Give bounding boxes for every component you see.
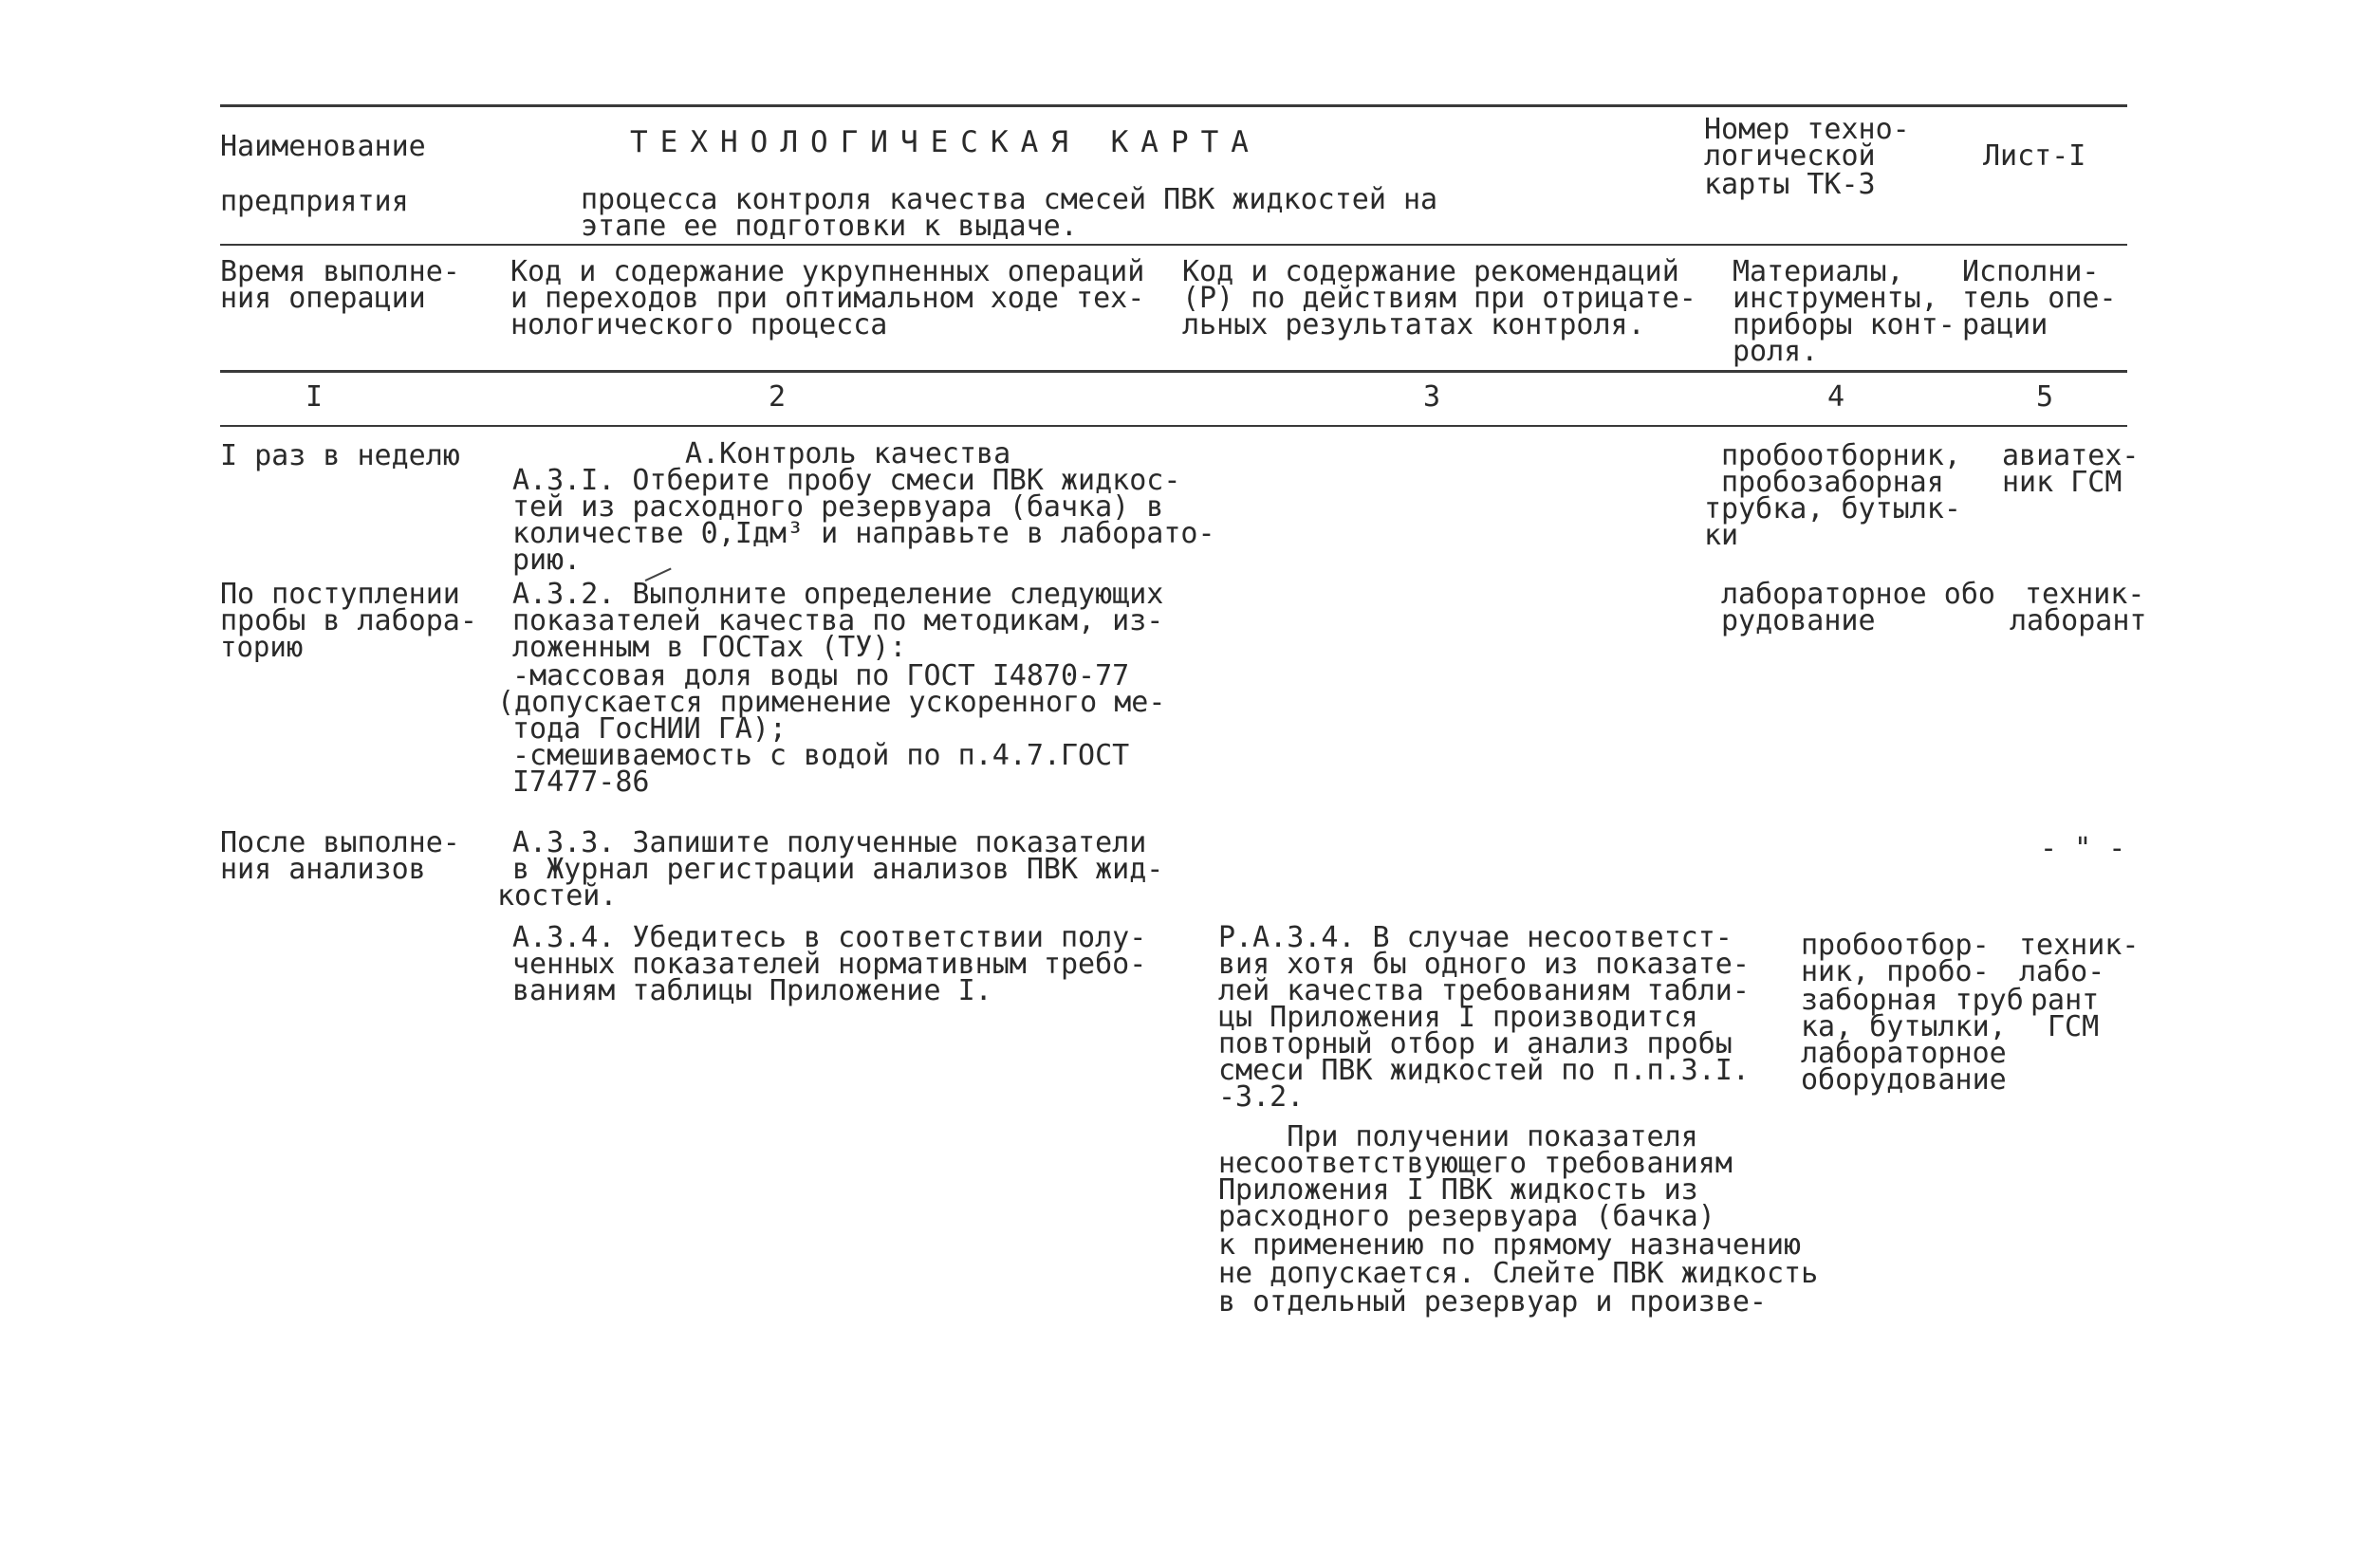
column-number-divider-rule [220,425,2127,427]
enterprise-name-label-line-1: Наименование [220,130,426,163]
document-subtitle-line-1: процесса контроля качества смесей ПВК жидкостей на [581,183,1438,216]
document-subtitle-line-2: этапе ее подготовки к выдаче. [581,210,1078,243]
column-number-4: 4 [1827,380,1845,414]
card-number-line-1: Номер техно- [1704,113,1910,146]
top-border-rule [220,104,2127,107]
column-number-5: 5 [2036,380,2054,414]
card-number-line-2: логической [1704,139,1876,173]
card-number-line-3: карты ТК-3 [1704,168,1876,201]
header-divider-rule [220,244,2127,246]
column-number-3: 3 [1423,380,1441,414]
column-number-2: 2 [769,380,787,414]
enterprise-name-label-line-2: предприятия [220,185,409,218]
row1-time: I раз в неделю [220,439,460,472]
column-header-divider-rule [220,370,2127,373]
column-number-1: I [306,380,324,414]
sheet-number: Лист-I [1983,139,2086,173]
document-title: ТЕХНОЛОГИЧЕСКАЯ КАРТА [630,125,1261,159]
row1-section-heading: А.Контроль качества [685,437,1011,470]
row3-executor-ditto: - " - [2040,832,2126,865]
